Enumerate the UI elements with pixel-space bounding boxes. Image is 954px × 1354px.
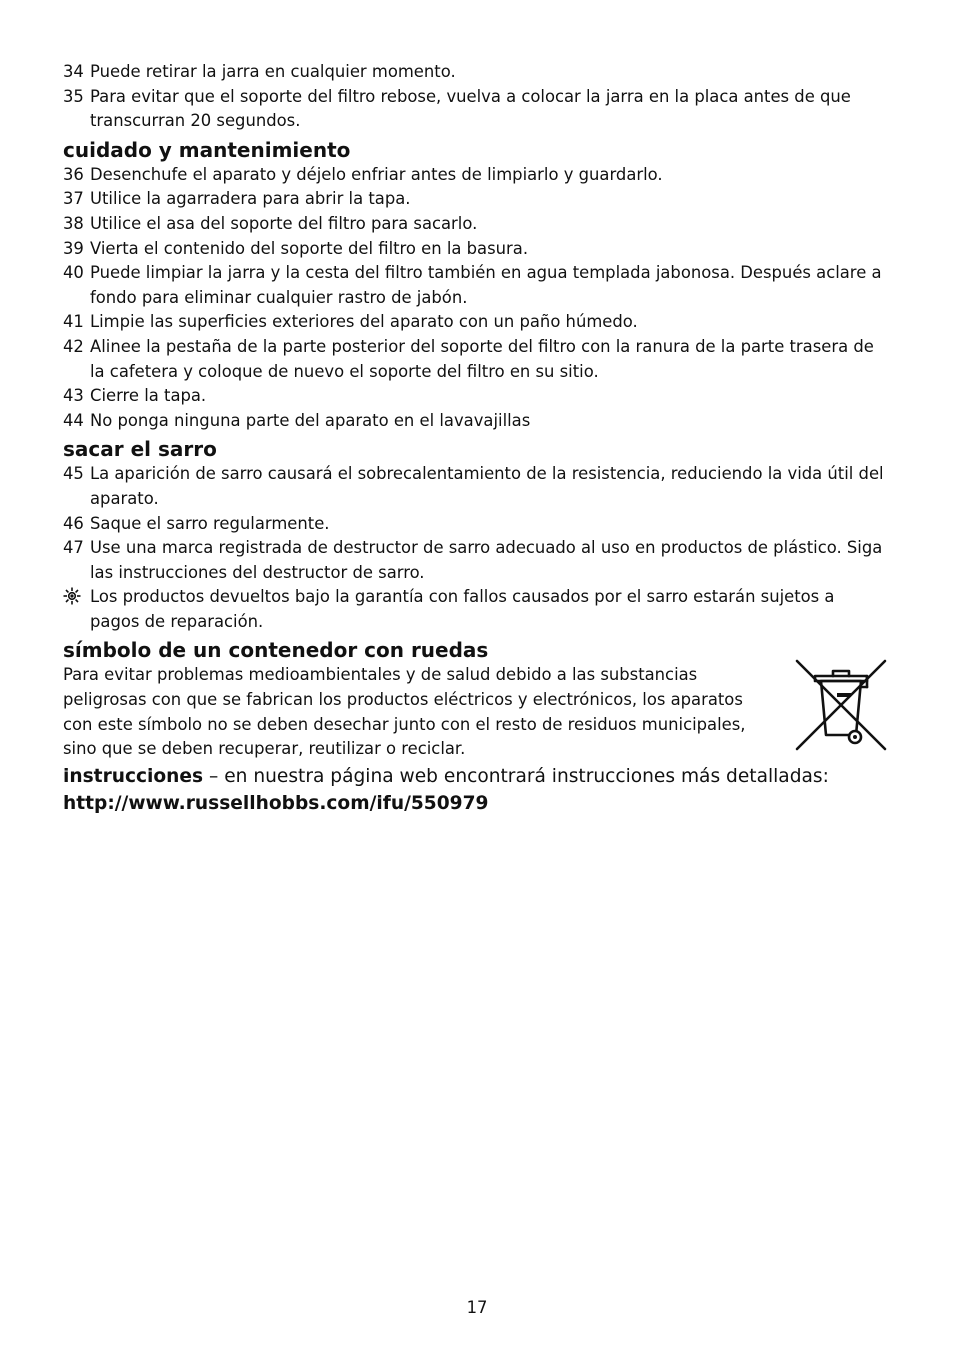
item-number: 47 [63, 538, 84, 558]
item-number: 40 [63, 263, 84, 283]
warning-text: Los productos devueltos bajo la garantía con fallos causados por el sarro estarán sujetos a pagos de reparación. [90, 587, 835, 631]
item-number: 42 [63, 336, 84, 356]
section-heading-bin: símbolo de un contenedor con ruedas [63, 638, 489, 663]
item-text: La aparición de sarro causará el sobrecalentamiento de la resistencia, reduciendo la vida útil del aparato. [90, 464, 884, 508]
item-text: Utilice el asa del soporte del filtro para sacarlo. [90, 213, 478, 233]
item-text: Desenchufe el aparato y déjelo enfriar antes de limpiarlo y guardarlo. [90, 164, 663, 184]
list-item [63, 310, 885, 335]
item-text: Utilice la agarradera para abrir la tapa. [90, 189, 411, 209]
list-item [63, 85, 885, 134]
list-item [63, 187, 885, 212]
item-text: Use una marca registrada de destructor de sarro adecuado al uso en productos de plástico. Siga las instrucciones del destructor de sarro. [90, 538, 883, 582]
item-text: Cierre la tapa. [90, 386, 207, 406]
list-item [63, 237, 885, 262]
item-number: 34 [63, 62, 84, 81]
list-item [63, 60, 885, 85]
item-number: 46 [63, 513, 84, 533]
page-number: 17 [466, 1298, 488, 1317]
list-item [63, 212, 885, 237]
list-item [63, 163, 885, 188]
item-text: Puede limpiar la jarra y la cesta del filtro también en agua templada jabonosa. Después aclare a fondo para eliminar cualquier rastro de jabón. [90, 263, 882, 307]
item-text: Saque el sarro regularmente. [90, 513, 330, 533]
sun-star-icon [63, 585, 90, 610]
item-text: Puede retirar la jarra en cualquier momento. [90, 62, 456, 81]
bin-section [63, 663, 885, 761]
list-item [63, 462, 885, 511]
item-text: Alinee la pestaña de la parte posterior del soporte del filtro con la ranura de la parte trasera de la cafetera y coloque de nuevo el soporte del filtro en su sitio. [90, 336, 874, 381]
instructions-text: – en nuestra página web encontrará instrucciones más detalladas: [203, 765, 829, 787]
item-text: Limpie las superficies exteriores del aparato con un paño húmedo. [90, 312, 638, 332]
list-item [63, 512, 885, 537]
item-number: 37 [63, 189, 84, 209]
list-item [63, 335, 885, 384]
list-item [63, 409, 885, 434]
item-number: 41 [63, 312, 84, 332]
item-number: 39 [63, 238, 84, 258]
bin-paragraph: Para evitar problemas medioambientales y de salud debido a las substancias peligrosas con que se fabrican los productos eléctricos y electrónicos, los aparatos con este símbolo no se deben desechar junto con el resto de residuos municipales, sino que se deben recuperar, reutilizar o reciclar. [63, 665, 746, 759]
item-number: 35 [63, 86, 84, 106]
item-number: 44 [63, 410, 84, 430]
instructions-url-link[interactable]: http://www.russellhobbs.com/ifu/550979 [63, 792, 489, 814]
instructions-label: instrucciones [63, 765, 204, 787]
section-heading-care: cuidado y mantenimiento [63, 137, 351, 162]
crossed-out-wheelie-bin-icon [793, 657, 889, 753]
warning-item [63, 585, 885, 634]
item-number: 38 [63, 213, 84, 233]
item-number: 45 [63, 464, 84, 484]
section-heading-descale: sacar el sarro [63, 437, 217, 462]
list-item [63, 384, 885, 409]
item-text: Para evitar que el soporte del filtro rebose, vuelva a colocar la jarra en la placa antes de que transcurran 20 segundos. [90, 86, 851, 131]
item-text: No ponga ninguna parte del aparato en el lavavajillas [90, 410, 531, 430]
list-item [63, 536, 885, 585]
item-number: 43 [63, 386, 84, 406]
list-item [63, 261, 885, 310]
document-page [63, 60, 885, 818]
item-text: Vierta el contenido del soporte del filtro en la basura. [90, 238, 529, 258]
item-number: 36 [63, 164, 84, 184]
instructions-line [63, 764, 885, 790]
